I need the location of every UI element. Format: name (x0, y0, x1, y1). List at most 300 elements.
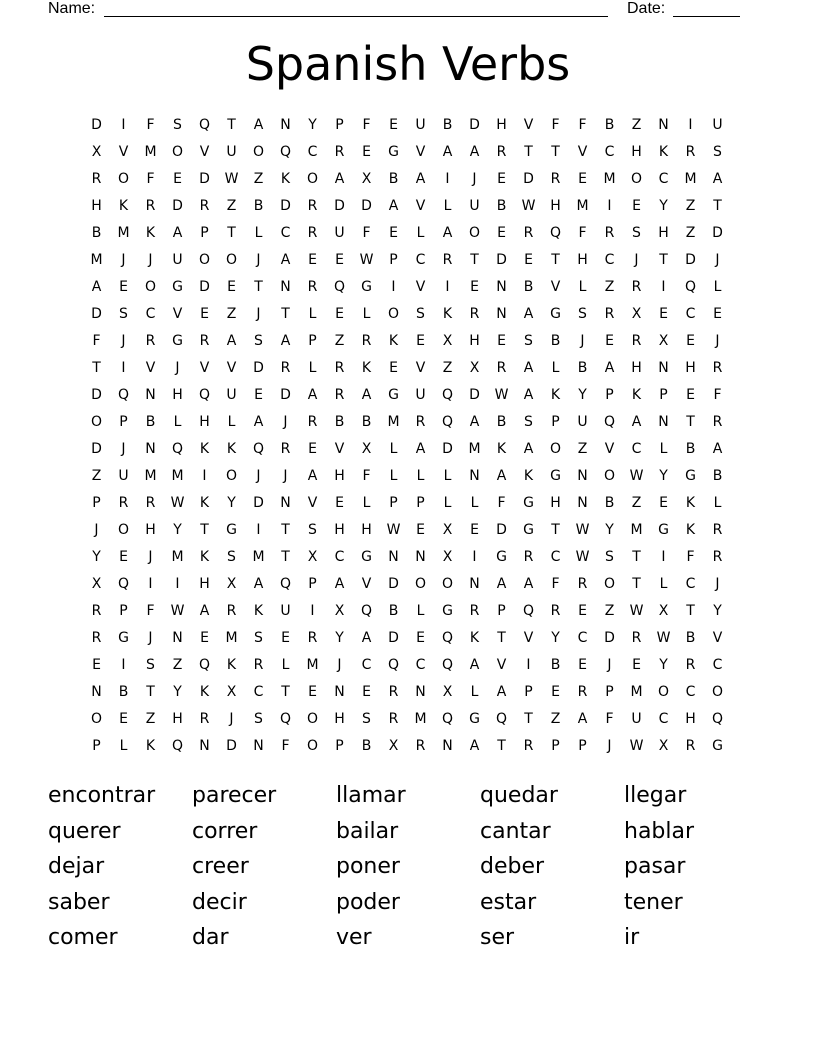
grid-letter[interactable]: K (199, 495, 210, 511)
grid-letter[interactable]: V (172, 306, 183, 322)
grid-letter[interactable]: F (281, 738, 290, 754)
grid-letter[interactable]: N (280, 117, 291, 133)
grid-letter[interactable]: R (91, 630, 102, 646)
grid-letter[interactable]: D (91, 117, 102, 133)
grid-letter[interactable]: L (470, 495, 479, 511)
grid-letter[interactable]: E (335, 306, 344, 322)
grid-letter[interactable]: H (334, 468, 345, 484)
grid-letter[interactable]: W (170, 603, 185, 619)
grid-letter[interactable]: X (442, 522, 453, 538)
grid-letter[interactable]: A (469, 414, 480, 430)
grid-letter[interactable]: F (713, 387, 722, 403)
grid-letter[interactable]: I (661, 279, 666, 295)
grid-letter[interactable]: V (496, 657, 507, 673)
grid-letter[interactable]: K (199, 549, 210, 565)
grid-letter[interactable]: J (256, 252, 261, 268)
grid-letter[interactable]: T (146, 684, 155, 700)
grid-letter[interactable]: B (253, 198, 264, 214)
grid-letter[interactable]: V (577, 144, 588, 160)
grid-letter[interactable]: D (280, 387, 291, 403)
grid-letter[interactable]: Z (604, 603, 615, 619)
grid-letter[interactable]: A (469, 738, 480, 754)
grid-letter[interactable]: R (496, 144, 507, 160)
date-field[interactable] (673, 0, 740, 17)
grid-letter[interactable]: E (686, 333, 695, 349)
grid-letter[interactable]: U (415, 387, 426, 403)
grid-letter[interactable]: L (416, 468, 425, 484)
grid-letter[interactable]: Z (604, 279, 615, 295)
grid-letter[interactable]: P (416, 495, 425, 511)
grid-letter[interactable]: O (603, 468, 616, 484)
grid-letter[interactable]: V (226, 360, 237, 376)
grid-letter[interactable]: T (632, 549, 641, 565)
grid-letter[interactable]: F (92, 333, 101, 349)
grid-letter[interactable]: O (306, 171, 319, 187)
grid-letter[interactable]: Y (173, 522, 182, 538)
grid-letter[interactable]: X (658, 603, 669, 619)
grid-letter[interactable]: S (524, 414, 533, 430)
grid-letter[interactable]: E (281, 630, 290, 646)
grid-letter[interactable]: E (524, 252, 533, 268)
grid-letter[interactable]: Q (171, 738, 184, 754)
grid-letter[interactable]: A (253, 414, 264, 430)
grid-letter[interactable]: N (658, 117, 669, 133)
grid-letter[interactable]: N (496, 279, 507, 295)
grid-letter[interactable]: U (334, 225, 345, 241)
grid-letter[interactable]: E (335, 495, 344, 511)
grid-letter[interactable]: R (523, 738, 534, 754)
grid-letter[interactable]: W (656, 630, 671, 646)
grid-letter[interactable]: V (118, 144, 129, 160)
grid-letter[interactable]: L (443, 468, 452, 484)
grid-letter[interactable]: H (334, 711, 345, 727)
grid-letter[interactable]: L (713, 495, 722, 511)
grid-letter[interactable]: K (199, 441, 210, 457)
grid-letter[interactable]: E (389, 117, 398, 133)
grid-letter[interactable]: E (362, 684, 371, 700)
grid-letter[interactable]: J (256, 306, 261, 322)
grid-letter[interactable]: M (468, 441, 481, 457)
grid-letter[interactable]: A (280, 333, 291, 349)
grid-letter[interactable]: X (658, 333, 669, 349)
grid-letter[interactable]: R (550, 603, 561, 619)
grid-letter[interactable]: I (607, 198, 612, 214)
grid-letter[interactable]: M (603, 171, 616, 187)
grid-letter[interactable]: C (415, 657, 426, 673)
grid-letter[interactable]: E (416, 522, 425, 538)
grid-letter[interactable]: D (388, 630, 399, 646)
grid-letter[interactable]: V (199, 360, 210, 376)
grid-letter[interactable]: W (629, 603, 644, 619)
grid-letter[interactable]: C (307, 144, 318, 160)
grid-letter[interactable]: T (524, 144, 533, 160)
grid-letter[interactable]: E (389, 225, 398, 241)
grid-letter[interactable]: E (416, 630, 425, 646)
grid-letter[interactable]: R (145, 333, 156, 349)
grid-letter[interactable]: U (226, 144, 237, 160)
grid-letter[interactable]: P (200, 225, 209, 241)
grid-letter[interactable]: R (415, 414, 426, 430)
grid-letter[interactable]: T (686, 603, 695, 619)
grid-letter[interactable]: C (253, 684, 264, 700)
grid-letter[interactable]: T (92, 360, 101, 376)
grid-letter[interactable]: V (415, 144, 426, 160)
grid-letter[interactable]: F (362, 225, 371, 241)
grid-letter[interactable]: U (577, 414, 588, 430)
grid-letter[interactable]: Q (441, 711, 454, 727)
grid-letter[interactable]: M (630, 684, 643, 700)
grid-letter[interactable]: E (578, 171, 587, 187)
grid-letter[interactable]: K (550, 387, 561, 403)
grid-letter[interactable]: N (469, 576, 480, 592)
grid-letter[interactable]: N (145, 441, 156, 457)
grid-letter[interactable]: V (604, 441, 615, 457)
grid-letter[interactable]: A (361, 387, 372, 403)
grid-letter[interactable]: C (712, 657, 723, 673)
grid-letter[interactable]: M (225, 630, 238, 646)
grid-letter[interactable]: Q (360, 603, 373, 619)
grid-letter[interactable]: H (685, 360, 696, 376)
grid-letter[interactable]: A (442, 144, 453, 160)
grid-letter[interactable]: Q (279, 144, 292, 160)
grid-letter[interactable]: R (199, 333, 210, 349)
grid-letter[interactable]: G (496, 549, 507, 565)
grid-letter[interactable]: O (468, 225, 481, 241)
grid-letter[interactable]: O (657, 684, 670, 700)
grid-letter[interactable]: P (389, 252, 398, 268)
grid-letter[interactable]: O (117, 171, 130, 187)
grid-letter[interactable]: E (497, 171, 506, 187)
grid-letter[interactable]: T (551, 252, 560, 268)
grid-letter[interactable]: M (684, 171, 697, 187)
grid-letter[interactable]: L (362, 306, 371, 322)
grid-letter[interactable]: Q (684, 279, 697, 295)
grid-letter[interactable]: E (470, 522, 479, 538)
grid-letter[interactable]: X (631, 306, 642, 322)
grid-letter[interactable]: B (685, 630, 696, 646)
grid-letter[interactable]: F (146, 603, 155, 619)
grid-letter[interactable]: Y (92, 549, 101, 565)
grid-letter[interactable]: M (252, 549, 265, 565)
grid-letter[interactable]: F (578, 117, 587, 133)
grid-letter[interactable]: G (172, 333, 183, 349)
grid-letter[interactable]: W (359, 252, 374, 268)
grid-letter[interactable]: X (442, 684, 453, 700)
grid-letter[interactable]: Q (333, 279, 346, 295)
grid-letter[interactable]: R (685, 144, 696, 160)
grid-letter[interactable]: R (550, 171, 561, 187)
grid-letter[interactable]: Y (659, 198, 668, 214)
grid-letter[interactable]: W (224, 171, 239, 187)
grid-letter[interactable]: O (171, 144, 184, 160)
grid-letter[interactable]: L (659, 576, 668, 592)
grid-letter[interactable]: X (91, 576, 102, 592)
grid-letter[interactable]: S (254, 333, 263, 349)
grid-letter[interactable]: E (308, 252, 317, 268)
grid-letter[interactable]: D (361, 198, 372, 214)
grid-letter[interactable]: H (577, 252, 588, 268)
grid-letter[interactable]: K (226, 441, 237, 457)
grid-letter[interactable]: R (577, 576, 588, 592)
grid-letter[interactable]: K (361, 360, 372, 376)
grid-letter[interactable]: A (523, 360, 534, 376)
grid-letter[interactable]: N (280, 495, 291, 511)
grid-letter[interactable]: R (523, 225, 534, 241)
grid-letter[interactable]: C (658, 711, 669, 727)
grid-letter[interactable]: Q (198, 657, 211, 673)
grid-letter[interactable]: O (252, 144, 265, 160)
grid-letter[interactable]: N (91, 684, 102, 700)
grid-letter[interactable]: A (415, 171, 426, 187)
grid-letter[interactable]: K (631, 387, 642, 403)
grid-letter[interactable]: G (118, 630, 129, 646)
grid-letter[interactable]: Q (549, 225, 562, 241)
grid-letter[interactable]: L (254, 225, 263, 241)
grid-letter[interactable]: Z (631, 117, 642, 133)
grid-letter[interactable]: C (604, 252, 615, 268)
grid-letter[interactable]: O (441, 576, 454, 592)
grid-letter[interactable]: D (442, 441, 453, 457)
grid-letter[interactable]: K (226, 657, 237, 673)
grid-letter[interactable]: G (523, 495, 534, 511)
grid-letter[interactable]: H (172, 711, 183, 727)
grid-letter[interactable]: Z (172, 657, 183, 673)
grid-letter[interactable]: K (685, 495, 696, 511)
grid-letter[interactable]: P (92, 738, 101, 754)
grid-letter[interactable]: X (442, 333, 453, 349)
grid-letter[interactable]: J (715, 576, 720, 592)
grid-letter[interactable]: H (658, 225, 669, 241)
grid-letter[interactable]: R (604, 306, 615, 322)
grid-letter[interactable]: Q (117, 387, 130, 403)
grid-letter[interactable]: S (713, 144, 722, 160)
grid-letter[interactable]: X (442, 549, 453, 565)
grid-letter[interactable]: H (91, 198, 102, 214)
grid-letter[interactable]: O (117, 522, 130, 538)
grid-letter[interactable]: W (386, 522, 401, 538)
grid-letter[interactable]: D (91, 441, 102, 457)
grid-letter[interactable]: O (387, 306, 400, 322)
grid-letter[interactable]: O (414, 576, 427, 592)
grid-letter[interactable]: R (91, 171, 102, 187)
grid-letter[interactable]: A (523, 387, 534, 403)
grid-letter[interactable]: N (172, 630, 183, 646)
grid-letter[interactable]: X (226, 576, 237, 592)
grid-letter[interactable]: T (281, 684, 290, 700)
grid-letter[interactable]: Z (145, 711, 156, 727)
grid-letter[interactable]: Y (578, 387, 587, 403)
grid-letter[interactable]: H (199, 576, 210, 592)
grid-letter[interactable]: R (712, 522, 723, 538)
grid-letter[interactable]: K (118, 198, 129, 214)
grid-letter[interactable]: T (227, 117, 236, 133)
grid-letter[interactable]: R (199, 711, 210, 727)
grid-letter[interactable]: Q (522, 603, 535, 619)
grid-letter[interactable]: A (523, 441, 534, 457)
grid-letter[interactable]: A (469, 144, 480, 160)
grid-letter[interactable]: R (307, 225, 318, 241)
grid-letter[interactable]: D (496, 252, 507, 268)
grid-letter[interactable]: G (226, 522, 237, 538)
grid-letter[interactable]: A (577, 711, 588, 727)
grid-letter[interactable]: D (172, 198, 183, 214)
grid-letter[interactable]: E (173, 171, 182, 187)
grid-letter[interactable]: Y (551, 630, 560, 646)
grid-letter[interactable]: P (605, 684, 614, 700)
grid-letter[interactable]: C (550, 549, 561, 565)
grid-letter[interactable]: T (254, 279, 263, 295)
grid-letter[interactable]: P (119, 414, 128, 430)
grid-letter[interactable]: C (334, 549, 345, 565)
grid-letter[interactable]: W (575, 549, 590, 565)
grid-letter[interactable]: Z (334, 333, 345, 349)
grid-letter[interactable]: Y (605, 522, 614, 538)
grid-letter[interactable]: E (632, 657, 641, 673)
grid-letter[interactable]: R (145, 495, 156, 511)
grid-letter[interactable]: Q (441, 630, 454, 646)
grid-letter[interactable]: M (117, 225, 130, 241)
grid-letter[interactable]: L (443, 495, 452, 511)
grid-letter[interactable]: X (361, 441, 372, 457)
grid-letter[interactable]: B (550, 333, 561, 349)
grid-letter[interactable]: B (388, 171, 399, 187)
grid-letter[interactable]: N (496, 306, 507, 322)
grid-letter[interactable]: W (170, 495, 185, 511)
grid-letter[interactable]: I (121, 117, 126, 133)
grid-letter[interactable]: D (604, 630, 615, 646)
grid-letter[interactable]: R (685, 738, 696, 754)
grid-letter[interactable]: Z (577, 441, 588, 457)
grid-letter[interactable]: D (199, 279, 210, 295)
grid-letter[interactable]: E (578, 603, 587, 619)
grid-letter[interactable]: O (549, 441, 562, 457)
grid-letter[interactable]: L (308, 306, 317, 322)
grid-letter[interactable]: B (442, 117, 453, 133)
grid-letter[interactable]: O (90, 711, 103, 727)
grid-letter[interactable]: E (416, 333, 425, 349)
grid-letter[interactable]: M (171, 549, 184, 565)
grid-letter[interactable]: G (442, 603, 453, 619)
grid-letter[interactable]: Y (659, 468, 668, 484)
grid-letter[interactable]: A (604, 360, 615, 376)
grid-letter[interactable]: E (227, 279, 236, 295)
grid-letter[interactable]: Q (279, 711, 292, 727)
grid-letter[interactable]: W (575, 522, 590, 538)
grid-letter[interactable]: T (713, 198, 722, 214)
grid-letter[interactable]: C (685, 306, 696, 322)
grid-letter[interactable]: C (685, 684, 696, 700)
grid-letter[interactable]: A (361, 630, 372, 646)
grid-letter[interactable]: S (416, 306, 425, 322)
grid-letter[interactable]: I (445, 171, 450, 187)
grid-letter[interactable]: A (712, 171, 723, 187)
grid-letter[interactable]: M (387, 414, 400, 430)
grid-letter[interactable]: Z (226, 198, 237, 214)
grid-letter[interactable]: T (281, 522, 290, 538)
grid-letter[interactable]: R (307, 414, 318, 430)
grid-letter[interactable]: H (145, 522, 156, 538)
grid-letter[interactable]: J (337, 657, 342, 673)
grid-letter[interactable]: S (632, 225, 641, 241)
grid-letter[interactable]: A (712, 441, 723, 457)
grid-letter[interactable]: F (497, 495, 506, 511)
grid-letter[interactable]: E (389, 360, 398, 376)
grid-letter[interactable]: G (361, 549, 372, 565)
grid-letter[interactable]: E (200, 630, 209, 646)
grid-letter[interactable]: M (414, 711, 427, 727)
grid-letter[interactable]: S (578, 306, 587, 322)
grid-letter[interactable]: V (361, 576, 372, 592)
grid-letter[interactable]: A (631, 414, 642, 430)
grid-letter[interactable]: B (604, 117, 615, 133)
grid-letter[interactable]: H (361, 522, 372, 538)
grid-letter[interactable]: G (523, 522, 534, 538)
grid-letter[interactable]: E (308, 441, 317, 457)
grid-letter[interactable]: L (173, 414, 182, 430)
grid-letter[interactable]: B (361, 414, 372, 430)
grid-letter[interactable]: W (629, 468, 644, 484)
grid-letter[interactable]: R (307, 198, 318, 214)
grid-letter[interactable]: R (334, 360, 345, 376)
grid-letter[interactable]: M (144, 144, 157, 160)
grid-letter[interactable]: Z (685, 198, 696, 214)
grid-letter[interactable]: A (253, 576, 264, 592)
grid-letter[interactable]: A (496, 576, 507, 592)
grid-letter[interactable]: P (551, 414, 560, 430)
grid-letter[interactable]: R (442, 252, 453, 268)
grid-letter[interactable]: B (145, 414, 156, 430)
grid-letter[interactable]: I (256, 522, 261, 538)
grid-letter[interactable]: R (145, 198, 156, 214)
grid-letter[interactable]: N (415, 684, 426, 700)
grid-letter[interactable]: C (280, 225, 291, 241)
grid-letter[interactable]: P (335, 738, 344, 754)
grid-letter[interactable]: B (388, 603, 399, 619)
grid-letter[interactable]: Y (335, 630, 344, 646)
grid-letter[interactable]: E (605, 333, 614, 349)
grid-letter[interactable]: I (661, 549, 666, 565)
grid-letter[interactable]: U (172, 252, 183, 268)
grid-letter[interactable]: E (470, 279, 479, 295)
grid-letter[interactable]: R (712, 360, 723, 376)
grid-letter[interactable]: X (469, 360, 480, 376)
grid-letter[interactable]: T (497, 738, 506, 754)
grid-letter[interactable]: U (226, 387, 237, 403)
grid-letter[interactable]: Q (198, 117, 211, 133)
grid-letter[interactable]: H (550, 495, 561, 511)
name-field[interactable] (104, 0, 608, 17)
grid-letter[interactable]: N (334, 684, 345, 700)
grid-letter[interactable]: G (550, 306, 561, 322)
grid-letter[interactable]: S (119, 306, 128, 322)
grid-letter[interactable]: V (712, 630, 723, 646)
grid-letter[interactable]: T (686, 414, 695, 430)
grid-letter[interactable]: D (685, 252, 696, 268)
grid-letter[interactable]: D (91, 306, 102, 322)
grid-letter[interactable]: R (469, 603, 480, 619)
grid-letter[interactable]: J (283, 414, 288, 430)
grid-letter[interactable]: V (415, 360, 426, 376)
grid-letter[interactable]: X (334, 603, 345, 619)
grid-letter[interactable]: J (148, 630, 153, 646)
grid-letter[interactable]: P (335, 117, 344, 133)
grid-letter[interactable]: S (605, 549, 614, 565)
grid-letter[interactable]: F (686, 549, 695, 565)
grid-letter[interactable]: R (415, 738, 426, 754)
grid-letter[interactable]: Q (198, 387, 211, 403)
grid-letter[interactable]: I (202, 468, 207, 484)
grid-letter[interactable]: F (551, 117, 560, 133)
